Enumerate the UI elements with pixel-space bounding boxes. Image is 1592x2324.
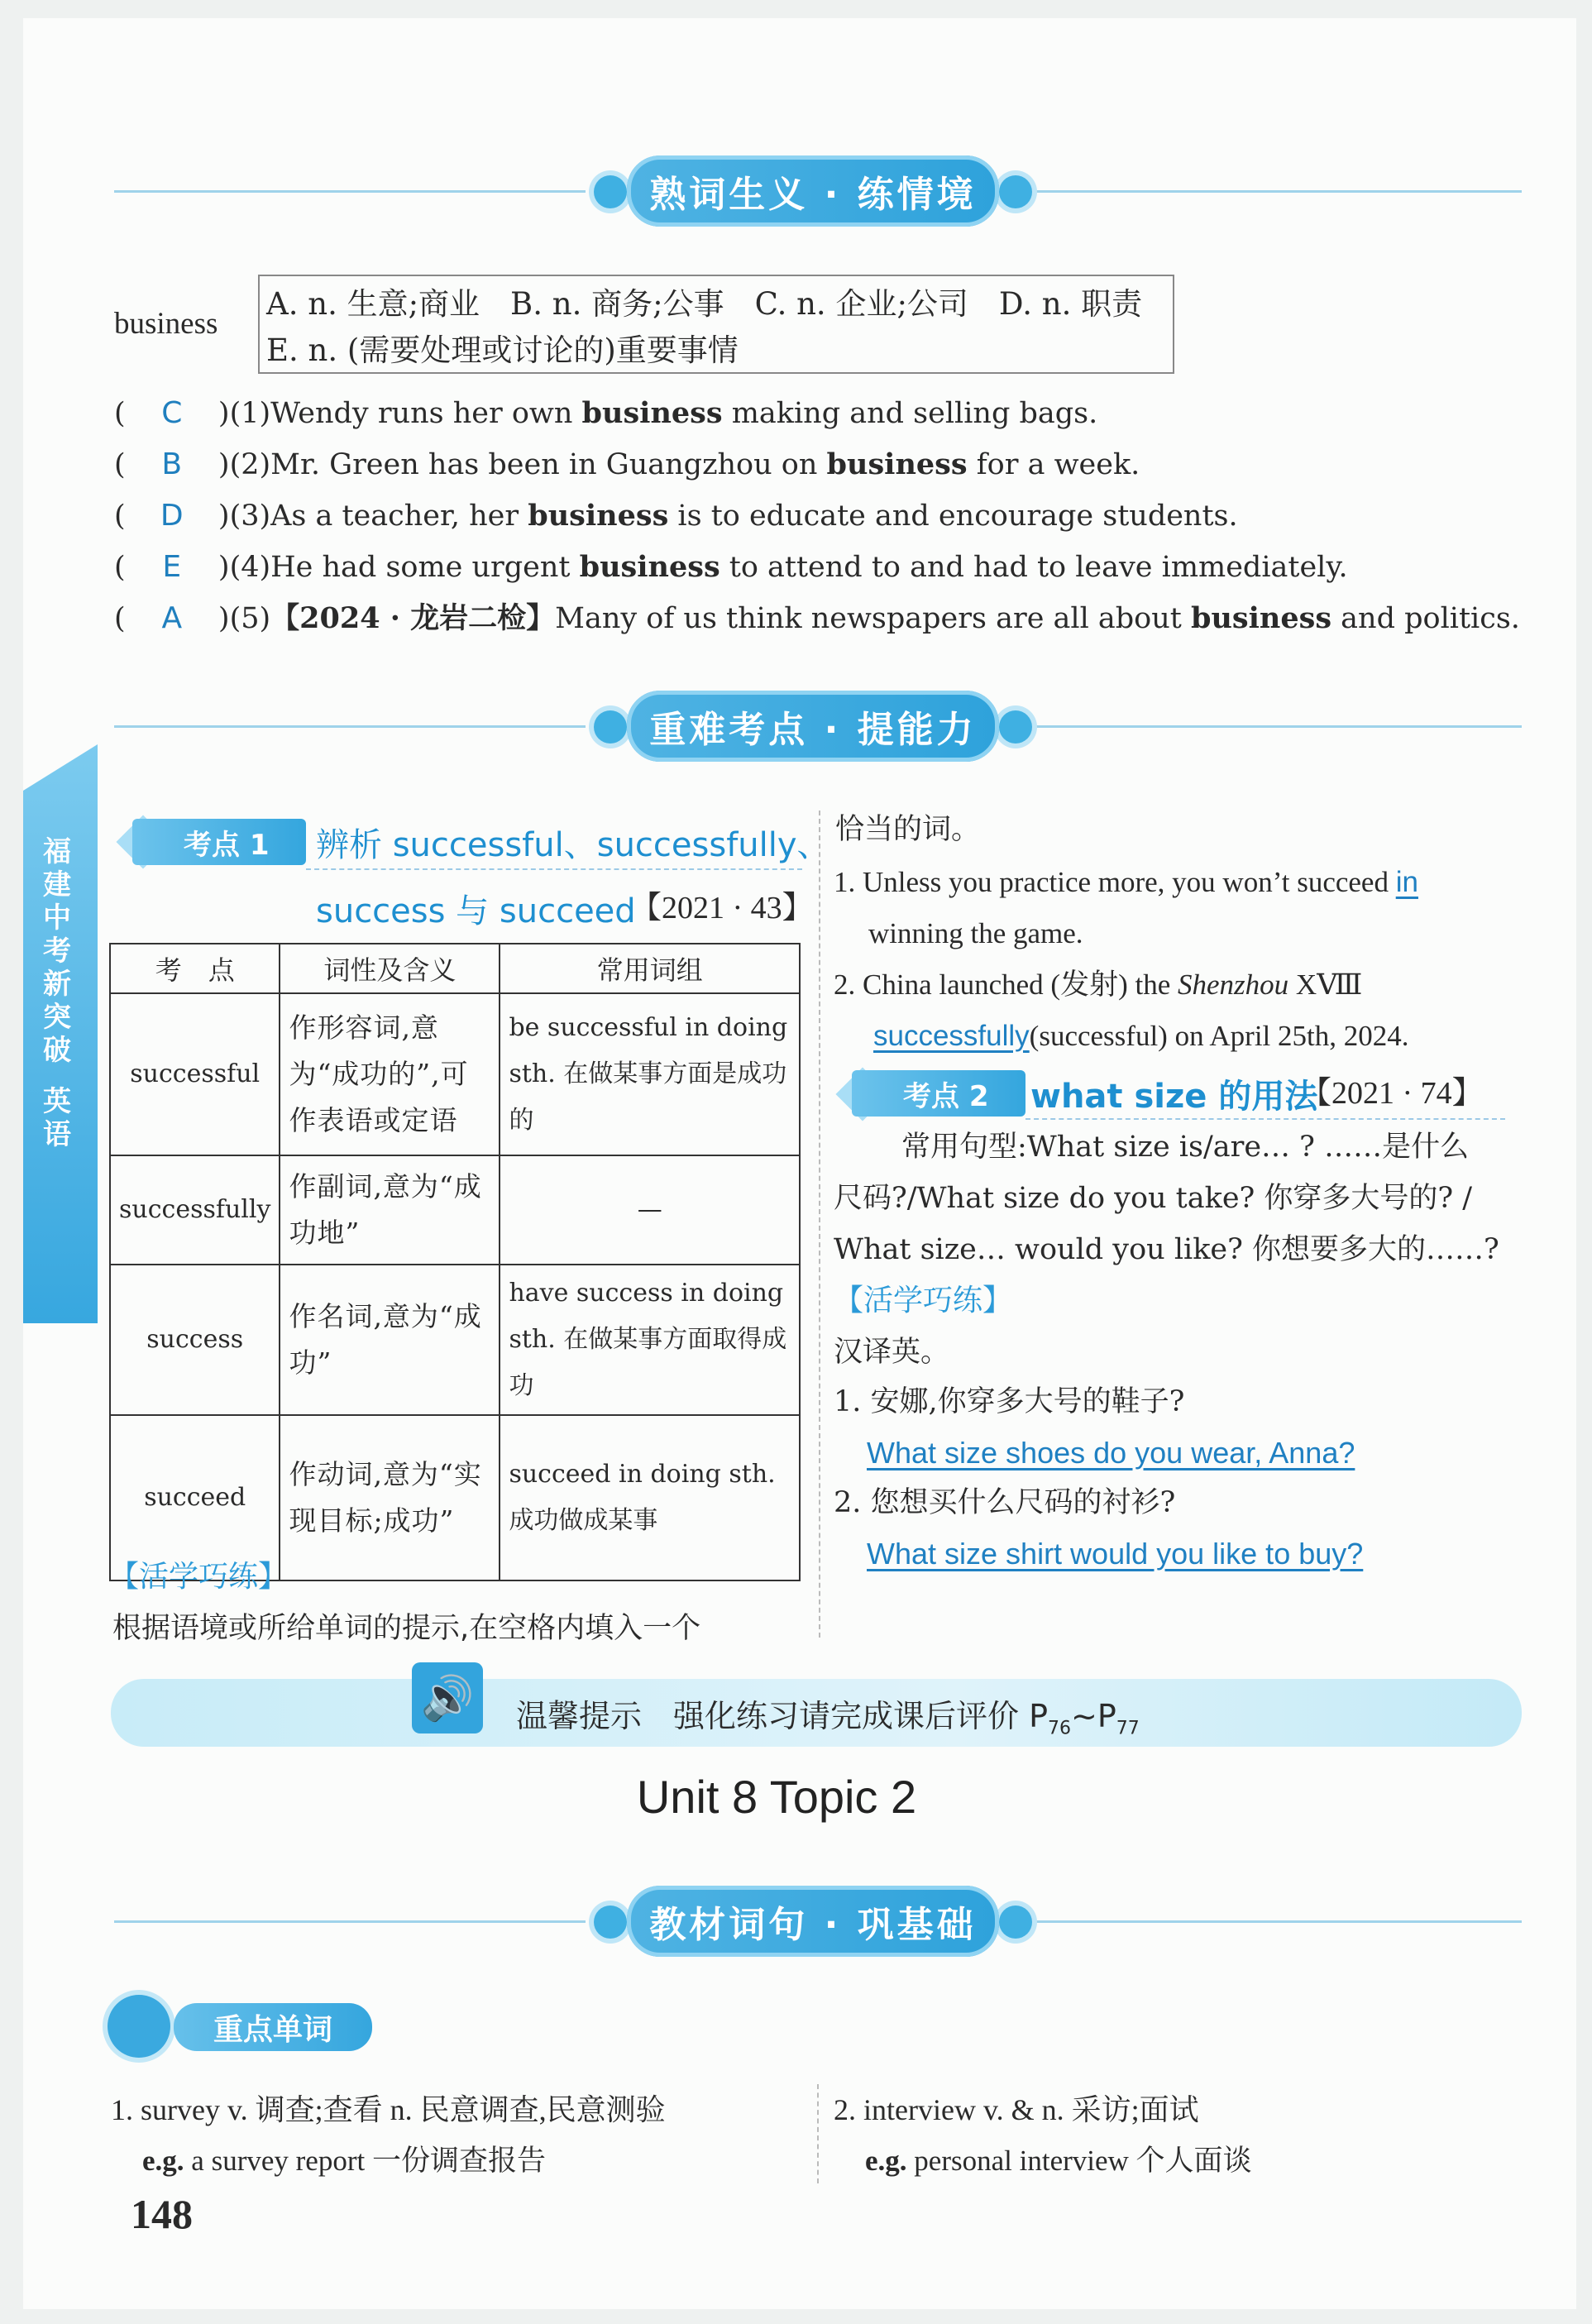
question-2: ( B )(2)Mr. Green has been in Guangzhou on business for a week. xyxy=(114,442,1140,488)
speaker-icon: 🔊 xyxy=(412,1662,483,1733)
section-dot xyxy=(999,175,1032,208)
exercise-2: 2. China launched (发射) the Shenzhou XⅧ xyxy=(834,968,1363,1001)
table-cell-phrase: be successful in doing sth. 在做某事方面是成功的 xyxy=(500,993,800,1155)
section-title-2: 重难考点 · 提能力 xyxy=(627,691,999,762)
question-5: ( A )(5)【2024 · 龙岩二检】Many of us think newspapers are all about business and politics. xyxy=(114,595,1520,642)
answer: C xyxy=(161,396,183,430)
kaodian-2-ref: 【2021 · 74】 xyxy=(1300,1076,1484,1111)
section-line xyxy=(1025,725,1522,728)
section-line xyxy=(1025,190,1522,193)
practice-instruction: 根据语境或所给单词的提示,在空格内填入一个 xyxy=(112,1612,701,1645)
kaodian-2-body: 尺码?/What size do you take? 你穿多大号的? / xyxy=(834,1182,1473,1215)
kaodian-2-body: 常用句型:What size is/are… ? ……是什么 xyxy=(901,1131,1470,1164)
vocab-example-1: e.g. a survey report 一份调查报告 xyxy=(142,2145,546,2177)
section-line xyxy=(114,190,586,193)
question-1: ( C )(1)Wendy runs her own business making and selling bags. xyxy=(114,390,1097,437)
page-number: 148 xyxy=(131,2191,193,2237)
kaodian-2-tag: 考点 2 xyxy=(852,1070,1025,1117)
exercise-1-answer: in xyxy=(1395,866,1418,898)
table-cell-meaning: 作动词,意为“实现目标;成功” xyxy=(280,1415,500,1580)
translation-answer-1: What size shoes do you wear, Anna? xyxy=(867,1436,1355,1470)
exercise-2-answer: successfully xyxy=(873,1020,1030,1052)
vocab-tag: 重点单词 xyxy=(174,2003,372,2051)
exercise-1: 1. Unless you practice more, you won’t succeed in xyxy=(834,866,1418,898)
tip-label: 温馨提示 xyxy=(516,1698,643,1734)
vocab-example-2: e.g. personal interview 个人面谈 xyxy=(865,2145,1252,2177)
table-cell-word: successful xyxy=(110,993,280,1155)
definition-line: E. n. (需要处理或讨论的)重要事情 xyxy=(266,332,739,368)
tip-text: 温馨提示 强化练习请完成课后评价 $P_{76}\sim P_{77}$ xyxy=(516,1698,1140,1739)
kaodian-1-tag: 考点 1 xyxy=(132,819,306,865)
kaodian-1-title: 辨析 successful、successfully、 xyxy=(316,826,830,864)
practice-label: 【活学巧练】 xyxy=(109,1560,289,1594)
kaodian-underline xyxy=(1025,1118,1505,1120)
answer: D xyxy=(160,499,184,533)
table-row xyxy=(110,993,800,1155)
kaodian-table xyxy=(109,943,801,1581)
table-cell-meaning: 作副词,意为“成功地” xyxy=(280,1155,500,1265)
section-line xyxy=(1025,1920,1522,1923)
table-header: 常用词组 xyxy=(500,944,800,993)
section-line xyxy=(114,725,586,728)
section-dot xyxy=(999,710,1032,744)
unit-title: Unit 8 Topic 2 xyxy=(636,1771,917,1823)
column-divider xyxy=(819,811,820,1638)
table-cell-phrase: have success in doing sth. 在做某事方面取得成功 xyxy=(500,1265,800,1415)
practice-label: 【活学巧练】 xyxy=(834,1284,1013,1317)
practice-instruction: 汉译英。 xyxy=(834,1336,950,1369)
translation-question-1: 1. 安娜,你穿多大号的鞋子? xyxy=(834,1385,1185,1418)
section-dot xyxy=(594,175,627,208)
vocab-word-2: 2. interview v. & n. 采访;面试 xyxy=(834,2093,1199,2126)
section-title-1: 熟词生义 · 练情境 xyxy=(627,155,999,227)
table-row xyxy=(110,1155,800,1265)
table-header: 考 点 xyxy=(110,944,280,993)
table-cell-meaning: 作名词,意为“成功” xyxy=(280,1265,500,1415)
answer: A xyxy=(161,601,183,635)
kaodian-2-title: what size 的用法 xyxy=(1030,1078,1318,1116)
side-tab-text: 福 建 中 考 新 突 破 英 语 xyxy=(43,835,71,1151)
table-cell-word: success xyxy=(110,1265,280,1415)
headword: business xyxy=(114,307,218,341)
section-title-3: 教材词句 · 巩基础 xyxy=(627,1886,999,1957)
question-4: ( E )(4)He had some urgent business to attend to and had to leave immediately. xyxy=(114,544,1348,591)
answer: E xyxy=(162,550,182,584)
practice-instruction-cont: 恰当的词。 xyxy=(835,813,981,846)
section-dot xyxy=(594,710,627,744)
column-divider xyxy=(817,2084,819,2183)
section-dot xyxy=(594,1906,627,1939)
exercise-1-cont: winning the game. xyxy=(868,917,1083,949)
table-row xyxy=(110,1265,800,1415)
vocab-word-1: 1. survey v. 调查;查看 n. 民意调查,民意测验 xyxy=(111,2093,666,2126)
table-cell-phrase: succeed in doing sth. 成功做成某事 xyxy=(500,1415,800,1580)
vocab-icon xyxy=(108,1995,170,2058)
translation-question-2: 2. 您想买什么尺码的衬衫? xyxy=(834,1486,1176,1519)
kaodian-underline xyxy=(306,868,802,870)
kaodian-2-body: What size… would you like? 你想要多大的……? xyxy=(834,1233,1499,1266)
table-cell-word: successfully xyxy=(110,1155,280,1265)
translation-answer-2: What size shirt would you like to buy? xyxy=(867,1537,1364,1571)
table-cell-word: succeed xyxy=(110,1415,280,1580)
table-header-row xyxy=(110,944,800,993)
table-cell-phrase: — xyxy=(500,1155,800,1265)
section-line xyxy=(114,1920,586,1923)
definition-box xyxy=(258,275,1174,374)
answer: B xyxy=(161,447,183,481)
kaodian-1-ref: 【2021 · 43】 xyxy=(630,891,814,925)
definition-line: A. n. 生意;商业 B. n. 商务;公事 C. n. 企业;公司 D. n. 职责 xyxy=(266,286,1143,322)
table-cell-meaning: 作形容词,意为“成功的”,可作表语或定语 xyxy=(280,993,500,1155)
question-3: ( D )(3)As a teacher, her business is to educate and encourage students. xyxy=(114,493,1238,539)
section-dot xyxy=(999,1906,1032,1939)
table-header: 词性及含义 xyxy=(280,944,500,993)
exercise-2-cont: successfully(successful) on April 25th, 2024. xyxy=(873,1020,1409,1052)
kaodian-1-title-2: success 与 succeed xyxy=(316,892,636,930)
